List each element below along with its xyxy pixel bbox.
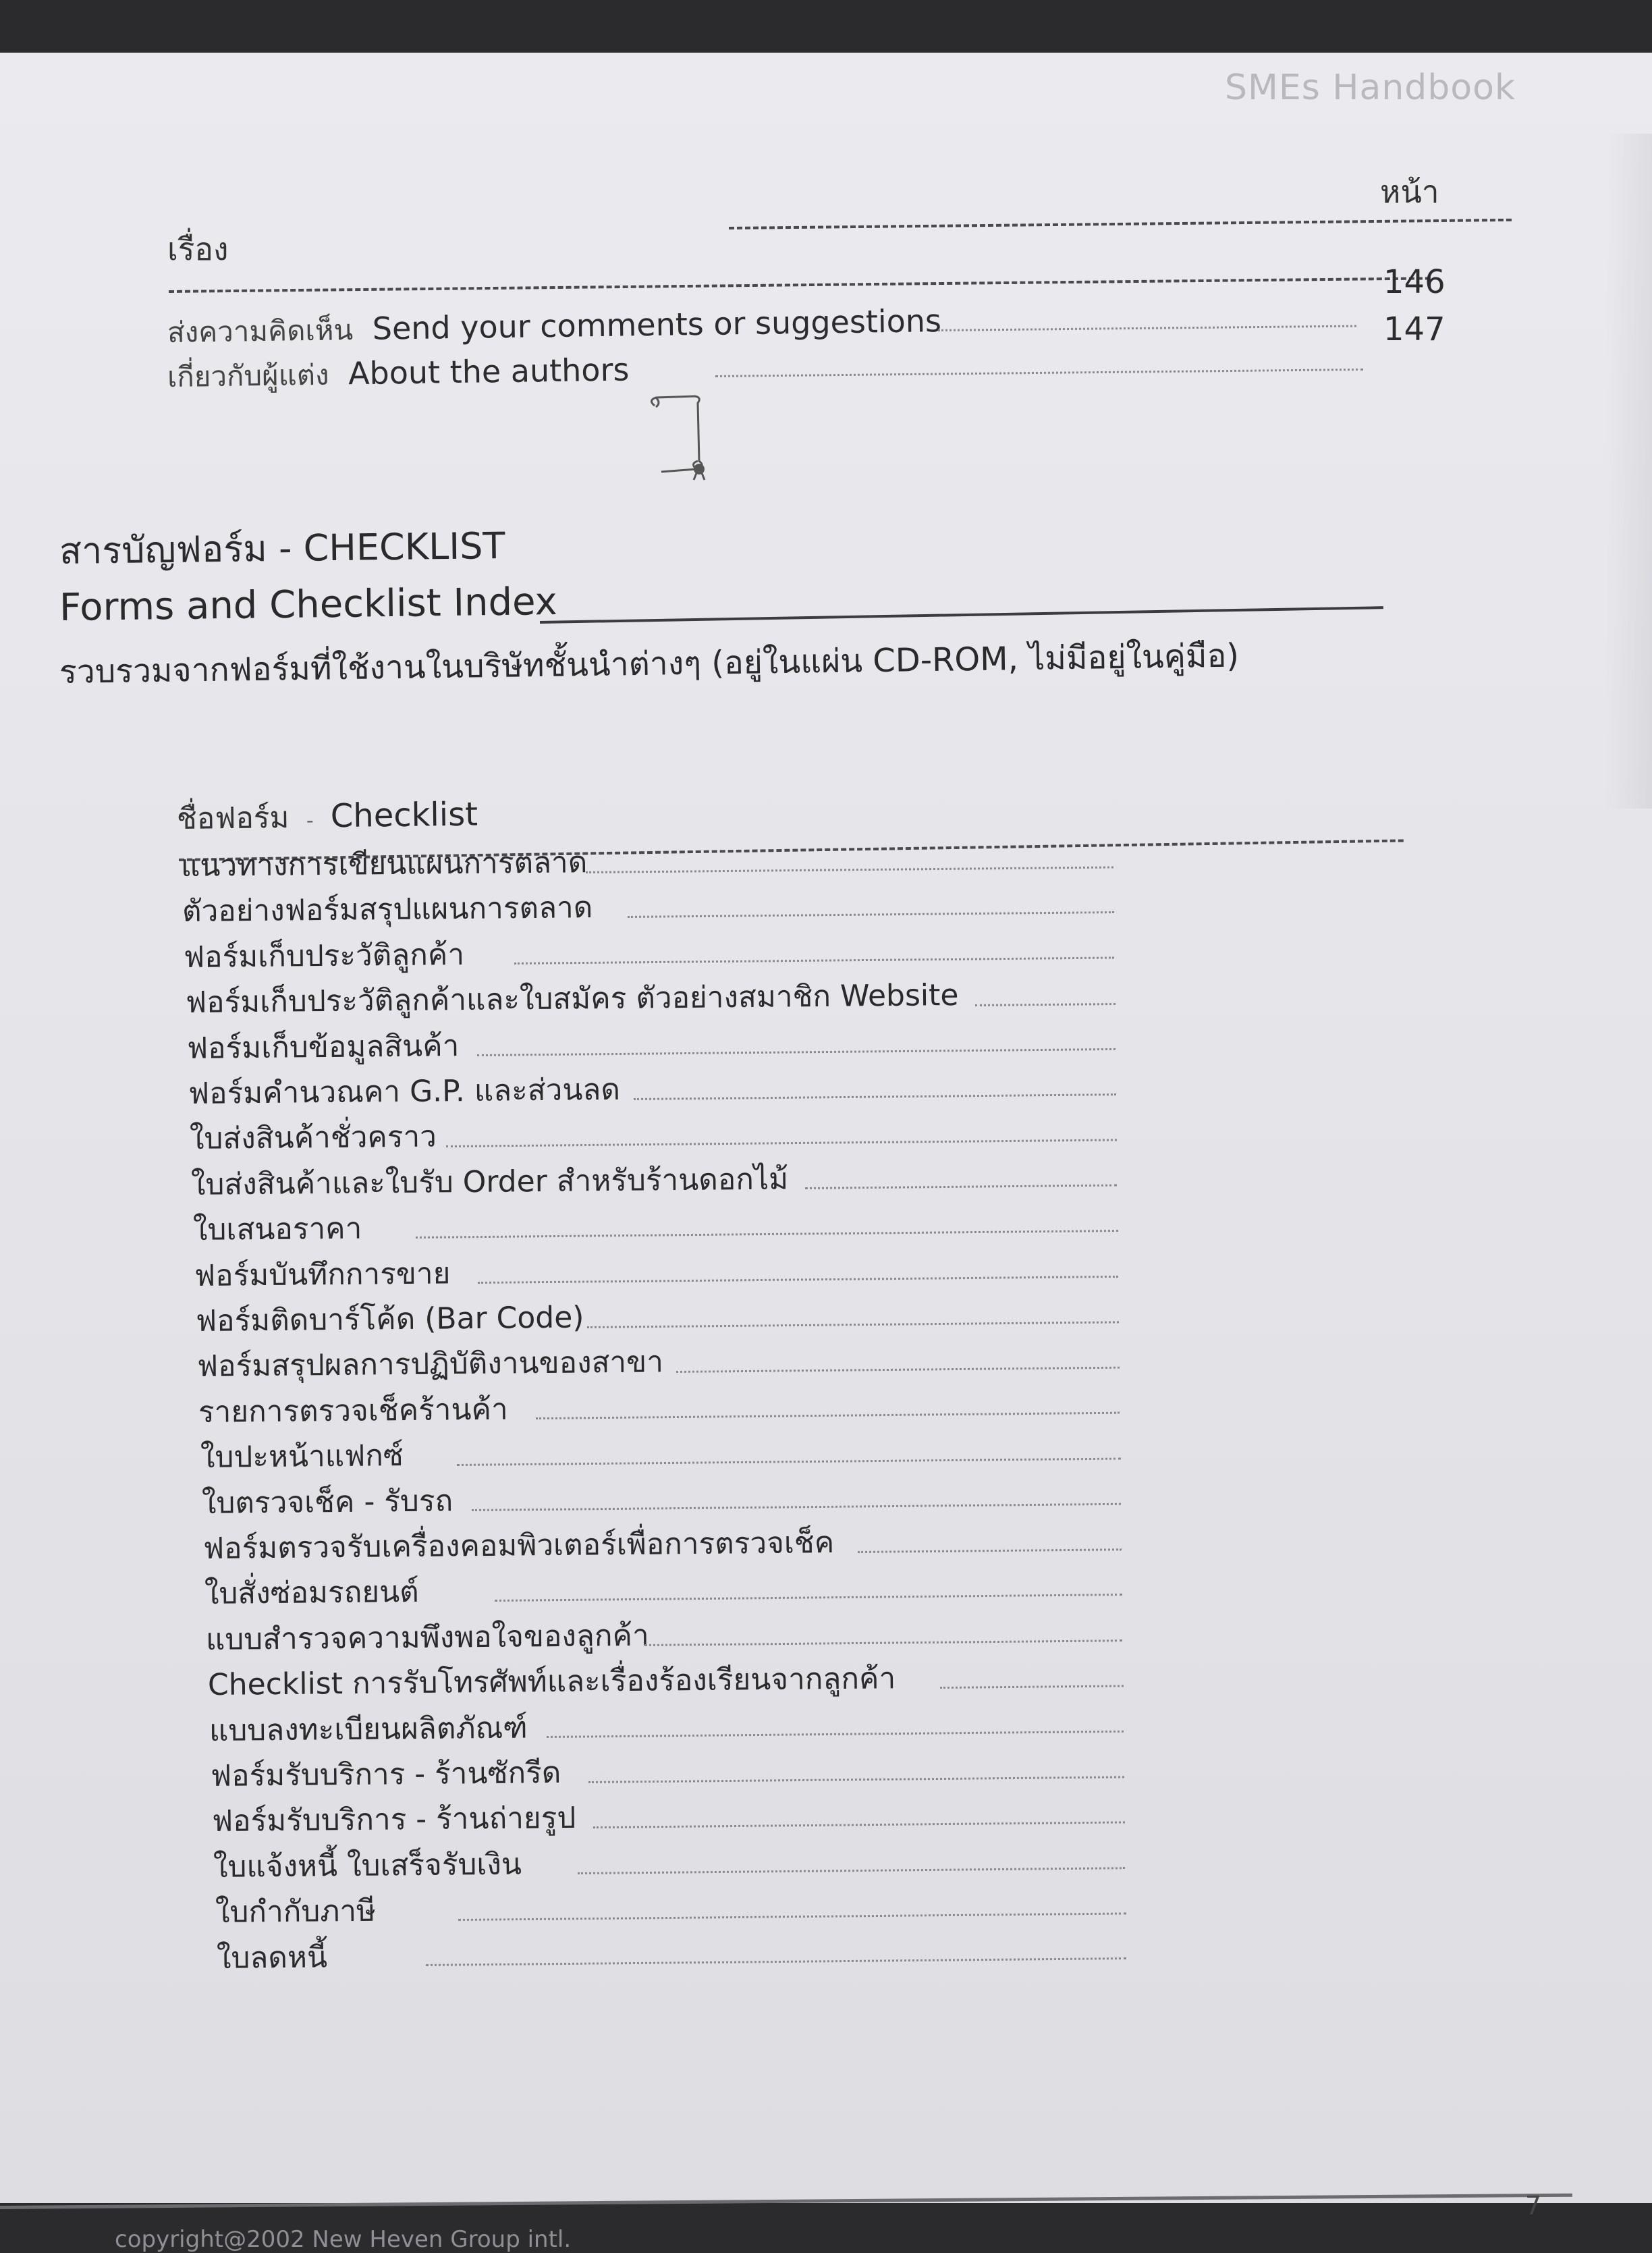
copyright-notice: copyright@2002 New Heven Group intl. [115, 2226, 572, 2253]
toc-page-number: 147 [1383, 310, 1446, 348]
toc-page-number: 146 [1383, 263, 1446, 301]
form-list-item: ใบแจ้งหนี้ ใบเสร็จรับเงิน [213, 1847, 522, 1884]
form-leader-dots [495, 1594, 1122, 1602]
form-leader-dots [472, 1502, 1121, 1511]
form-list-item: ตัวอย่างฟอร์มสรุปแผนการตลาด [182, 890, 593, 929]
forms-column-header [177, 792, 478, 842]
toc-header-rule-bottom [169, 277, 1431, 293]
form-leader-dots [547, 1731, 1124, 1738]
form-list-item: ใบเสนอราคา [192, 1211, 362, 1248]
form-list-item: แบบสำรวจความพึงพอใจของลูกค้า [206, 1618, 650, 1657]
form-leader-dots [478, 1276, 1118, 1284]
column-header-thai: ชื่อฟอร์ม [176, 800, 290, 836]
form-leader-dots [586, 866, 1113, 873]
toc-row-thai: เกี่ยวกับผู้แต่ง [167, 358, 329, 393]
form-leader-dots [536, 1412, 1120, 1419]
form-leader-dots [458, 1912, 1126, 1921]
toc-leader [715, 369, 1363, 377]
form-list-item: ฟอร์มรับบริการ - ร้านถ่ายรูป [211, 1801, 576, 1839]
form-list-item: ฟอร์มรับบริการ - ร้านซักรีด [210, 1756, 561, 1793]
form-leader-dots [975, 1003, 1116, 1006]
form-leader-dots [514, 957, 1114, 965]
toc-row [167, 300, 942, 355]
form-leader-dots [416, 1230, 1118, 1239]
form-leader-dots [940, 1685, 1124, 1689]
section-title-rule [540, 606, 1383, 624]
form-list-item: รายการตรวจเช็คร้านค้า [198, 1392, 509, 1430]
section-title-thai: สารบัญฟอร์ม - CHECKLIST [59, 524, 505, 572]
section-subtitle: รวบรวมจากฟอร์มที่ใช้งานในบริษัทชั้นนำต่างๆ (อยู่ในแผ่น CD-ROM, ไม่มีอยู่ในคู่มือ) [59, 636, 1240, 691]
column-header-english: Checklist [330, 795, 478, 836]
form-leader-dots [426, 1957, 1126, 1966]
form-leader-dots [446, 1139, 1117, 1147]
form-list-item: ใบสั่งซ่อมรถยนต์ [204, 1575, 420, 1612]
form-list-item: ฟอร์มเก็บประวัติลูกค้าและใบสมัคร ตัวอย่างสมาชิก Website [185, 978, 959, 1021]
form-leader-dots [588, 1776, 1124, 1783]
form-list-item: ใบส่งสินค้าและใบรับ Order สำหรับร้านดอกไม้ [191, 1162, 789, 1202]
form-list-item: ใบตรวจเช็ค - รับรถ [201, 1484, 453, 1521]
form-leader-dots [457, 1457, 1121, 1465]
form-leader-dots [858, 1548, 1122, 1553]
toc-header-rule-top [729, 219, 1512, 229]
form-list-item: ใบกำกับภาษี [215, 1893, 376, 1930]
form-list-item: ฟอร์มเก็บประวัติลูกค้า [184, 937, 465, 975]
form-list-item: ใบปะหน้าแฟกซ์ [200, 1438, 404, 1475]
form-list-item: ใบส่งสินค้าชั่วคราว [189, 1119, 437, 1157]
form-list-item: ฟอร์มคำนวณคา G.P. และส่วนลด [188, 1072, 621, 1111]
form-list-item: แนวทางการเขียนแผนการตลาด [180, 845, 588, 884]
form-list-item: ฟอร์มตรวจรับเครื่องคอมพิวเตอร์เพื่อการตรวจเช็ค [202, 1525, 835, 1566]
form-leader-dots [587, 1321, 1119, 1328]
form-list-item: Checklist การรับโทรศัพท์และเรื่องร้องเรียนจากลูกค้า [207, 1661, 896, 1703]
form-leader-dots [578, 1867, 1125, 1874]
form-leader-dots [593, 1821, 1125, 1828]
form-leader-dots [477, 1048, 1116, 1056]
toc-row-thai: ส่งความคิดเห็น [167, 313, 354, 349]
toc-row-english: About the authors [348, 351, 630, 392]
toc-row [167, 348, 630, 400]
form-leader-dots [628, 912, 1114, 919]
footer-rule [0, 2194, 1572, 2209]
book-page [0, 53, 1652, 2253]
form-leader-dots [634, 1093, 1116, 1100]
page-edge-shadow [1605, 134, 1652, 809]
form-leader-dots [805, 1185, 1117, 1189]
toc-topic-header: เรื่อง [167, 231, 229, 267]
form-leader-dots [644, 1639, 1122, 1646]
form-list-item: ฟอร์มเก็บข้อมูลสินค้า [186, 1028, 460, 1066]
column-header-separator: - [306, 809, 314, 833]
section-title-english: Forms and Checklist Index [59, 579, 558, 630]
form-list-item: ฟอร์มบันทึกการขาย [194, 1255, 451, 1293]
toc-page-header: หน้า [1380, 173, 1439, 210]
form-list-item: ฟอร์มติดบาร์โค้ด (Bar Code) [195, 1300, 584, 1338]
page-number: 7 [1525, 2191, 1542, 2221]
running-head: SMEs Handbook [1225, 67, 1516, 108]
toc-row-english: Send your comments or suggestions [372, 302, 942, 347]
scroll-certificate-icon [641, 393, 715, 481]
toc-leader [938, 325, 1356, 331]
form-leader-dots [676, 1366, 1120, 1372]
form-list-item: ฟอร์มสรุปผลการปฏิบัติงานของสาขา [196, 1345, 664, 1384]
form-list-item: แบบลงทะเบียนผลิตภัณฑ์ [209, 1710, 528, 1748]
form-list-item: ใบลดหนี้ [216, 1940, 328, 1976]
